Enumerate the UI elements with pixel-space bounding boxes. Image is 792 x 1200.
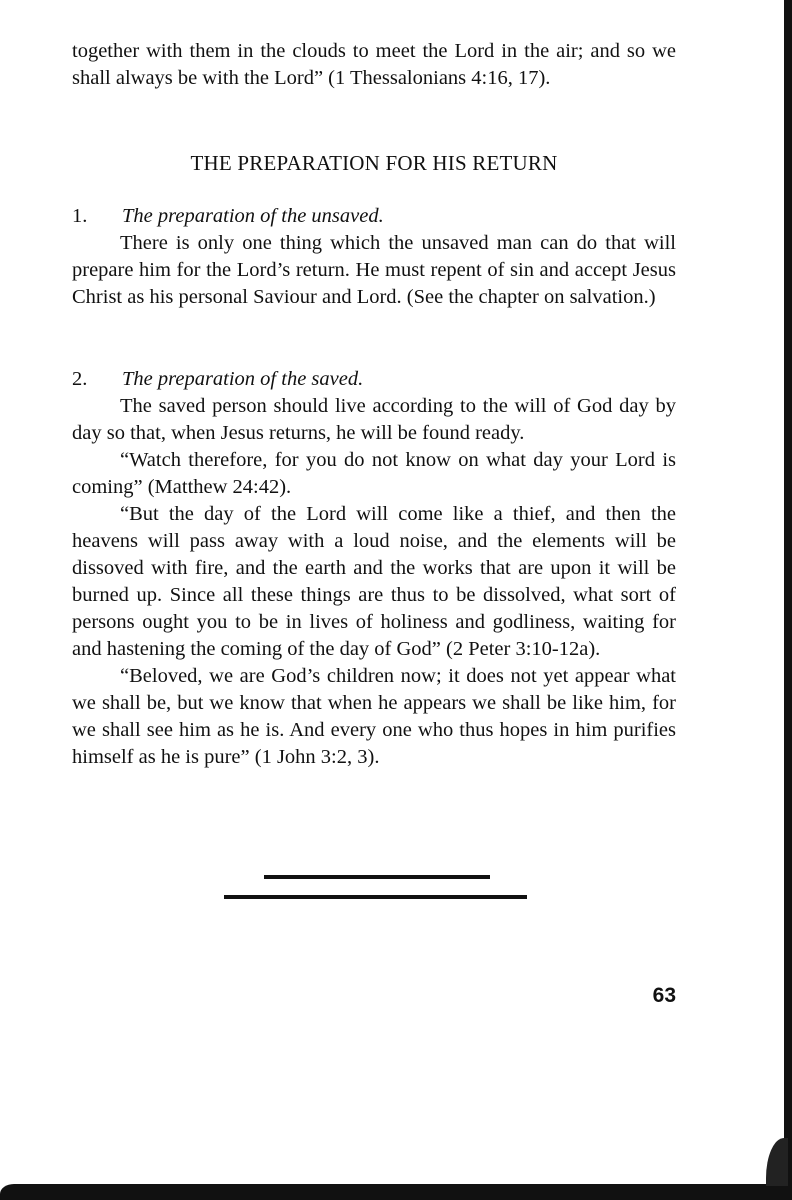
page-edge-bottom	[0, 1184, 792, 1200]
paragraph: There is only one thing which the unsaved man can do that will prepare him for the Lord’s return. He must repent of sin and accept Jesus Christ as his personal Saviour and Lord. (See the chapter on salvation.)	[72, 232, 676, 308]
item-heading-2	[72, 366, 676, 393]
item-number: 1.	[72, 205, 88, 227]
page-number: 63	[652, 984, 676, 1007]
quote-paragraph: “Watch therefore, for you do not know on what day your Lord is coming” (Matthew 24:42).	[72, 449, 676, 498]
item-body-1	[72, 230, 676, 311]
divider-rule-short	[264, 875, 490, 879]
intro-text: together with them in the clouds to meet the Lord in the air; and so we shall always be with the Lord” (1 Thessalonians 4:16, 17).	[72, 40, 676, 89]
item-number: 2.	[72, 368, 88, 390]
page-edge-right	[784, 0, 792, 1200]
item-heading-1	[72, 203, 676, 230]
quote-paragraph: “Beloved, we are God’s children now; it does not yet appear what we shall be, but we know that when he appears we shall be like him, for we shall see him as he is. And every one who thus hopes in him purifies himself as he is pure” (1 John 3:2, 3).	[72, 665, 676, 768]
quote-paragraph: “But the day of the Lord will come like a thief, and then the heavens will pass away with a loud noise, and the elements will be dissoved with fire, and the earth and the works that are upon it will be burned up. Since all these things are thus to be dissolved, what sort of persons ought you to be in lives of holiness and godliness, waiting for and hastening the coming of the day of God” (2 Peter 3:10-12a).	[72, 503, 676, 660]
item-title: The preparation of the saved.	[122, 368, 364, 390]
divider-rule-long	[224, 895, 527, 899]
item-body-2	[72, 393, 676, 771]
paragraph: The saved person should live according to the will of God day by day so that, when Jesus returns, he will be found ready.	[72, 395, 676, 444]
intro-paragraph	[72, 38, 676, 92]
section-heading: THE PREPARATION FOR HIS RETURN	[190, 151, 558, 175]
page-corner-curl	[766, 1138, 788, 1186]
item-title: The preparation of the unsaved.	[122, 205, 384, 227]
